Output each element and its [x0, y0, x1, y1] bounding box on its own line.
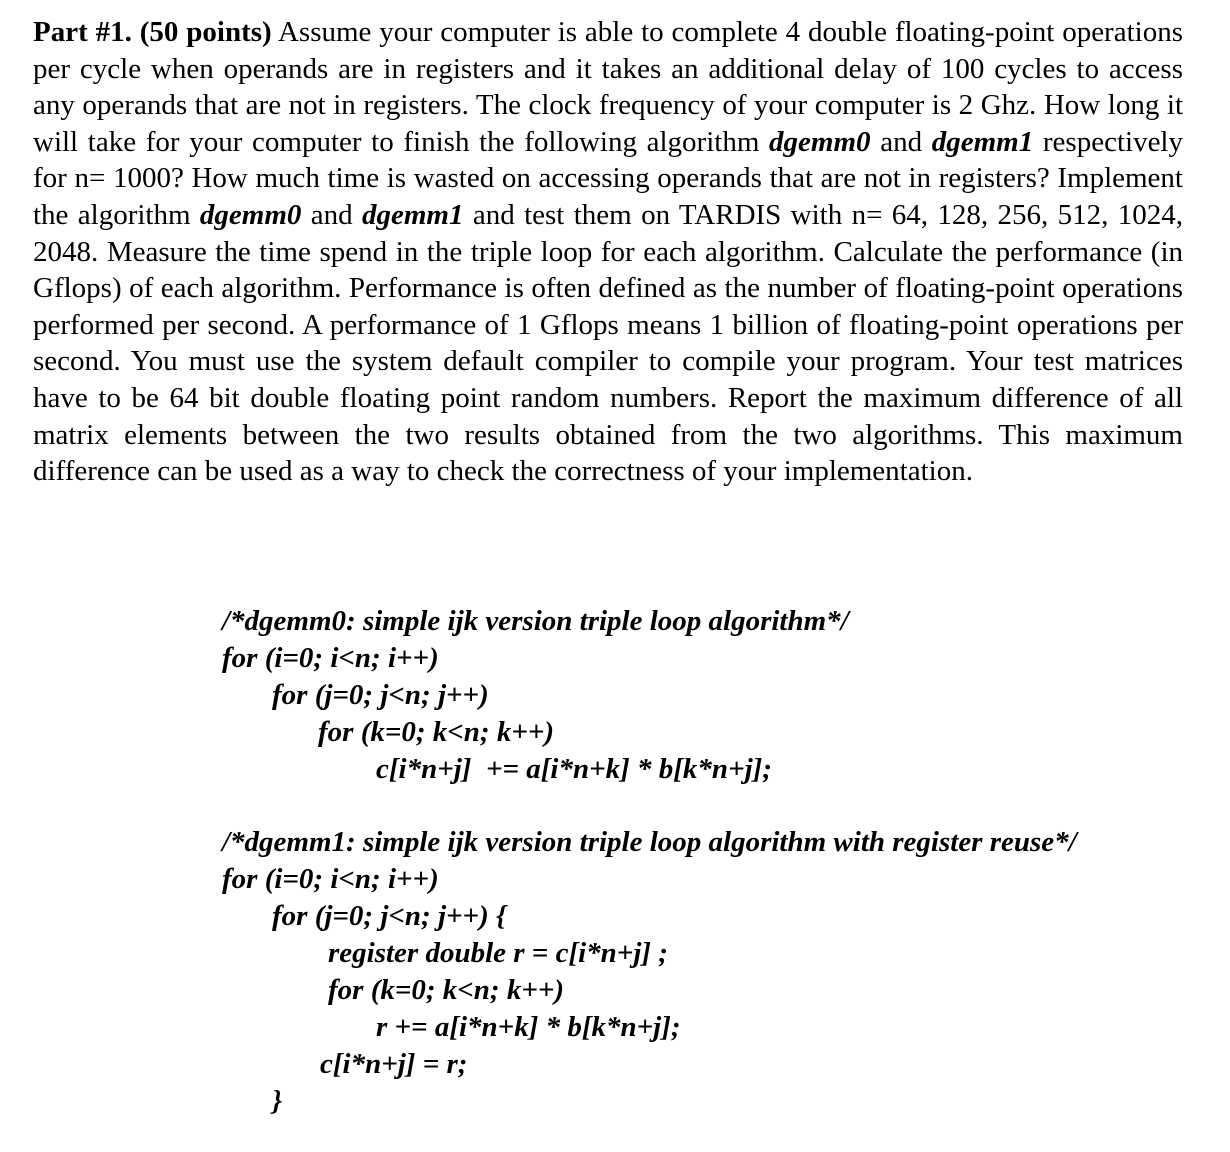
dgemm1-loop-k: for (k=0; k<n; k++) [328, 974, 565, 1006]
dgemm1-comment: /*dgemm1: simple ijk version triple loop algorithm with register reuse*/ [222, 826, 1077, 858]
dgemm1-loop-i: for (i=0; i<n; i++) [222, 863, 439, 895]
algo-name-dgemm1: dgemm1 [931, 125, 1034, 158]
dgemm0-comment: /*dgemm0: simple ijk version triple loop algorithm*/ [222, 605, 849, 637]
algo-name-dgemm0: dgemm0 [769, 125, 871, 158]
statement-text: respectively for n= 1000? How much time is wasted on accessing operands that are not in registers? Implement the algorithm [33, 125, 1183, 231]
part-heading: Part #1. (50 points) [33, 16, 272, 48]
dgemm0-loop-k: for (k=0; k<n; k++) [318, 716, 555, 748]
statement-text: Assume your computer is able to complete 4 double floating-point operations per cycle when operands are in registers and it takes an additional delay of 100 cycles to access any operands that are not in registers. The clock frequency of your computer is 2 Ghz. How long it will take for your computer to finish the following algorithm [33, 16, 1183, 158]
dgemm1-store: c[i*n+j] = r; [320, 1048, 468, 1080]
statement-text: and [301, 198, 362, 231]
dgemm0-loop-j: for (j=0; j<n; j++) [272, 679, 489, 711]
problem-statement [33, 14, 1183, 490]
statement-text: and [870, 125, 932, 158]
dgemm0-body: c[i*n+j] += a[i*n+k] * b[k*n+j]; [376, 753, 772, 785]
dgemm0-loop-i: for (i=0; i<n; i++) [222, 642, 439, 674]
dgemm1-close-brace: } [272, 1085, 283, 1117]
dgemm1-body: r += a[i*n+k] * b[k*n+j]; [376, 1011, 681, 1043]
algo-name-dgemm0: dgemm0 [199, 198, 302, 231]
dgemm1-loop-j: for (j=0; j<n; j++) { [272, 900, 507, 932]
algo-name-dgemm1: dgemm1 [362, 198, 464, 231]
statement-text: and test them on TARDIS with n= 64, 128, 256, 512, 1024, 2048. Measure the time spend in the triple loop for each algorithm. Calculate the performance (in Gflops) of each algorithm. Performance is often defined as the number of floating-point operations performed per second. A performance of 1 Gflops means 1 billion of floating-point operations per second. You must use the system default compiler to compile your program. Your test matrices have to be 64 bit double floating point random numbers. Report the maximum difference of all matrix elements between the two results obtained from the two algorithms. This maximum difference can be used as a way to check the correctness of your implementation. [33, 198, 1183, 488]
dgemm1-register-decl: register double r = c[i*n+j] ; [328, 937, 668, 969]
